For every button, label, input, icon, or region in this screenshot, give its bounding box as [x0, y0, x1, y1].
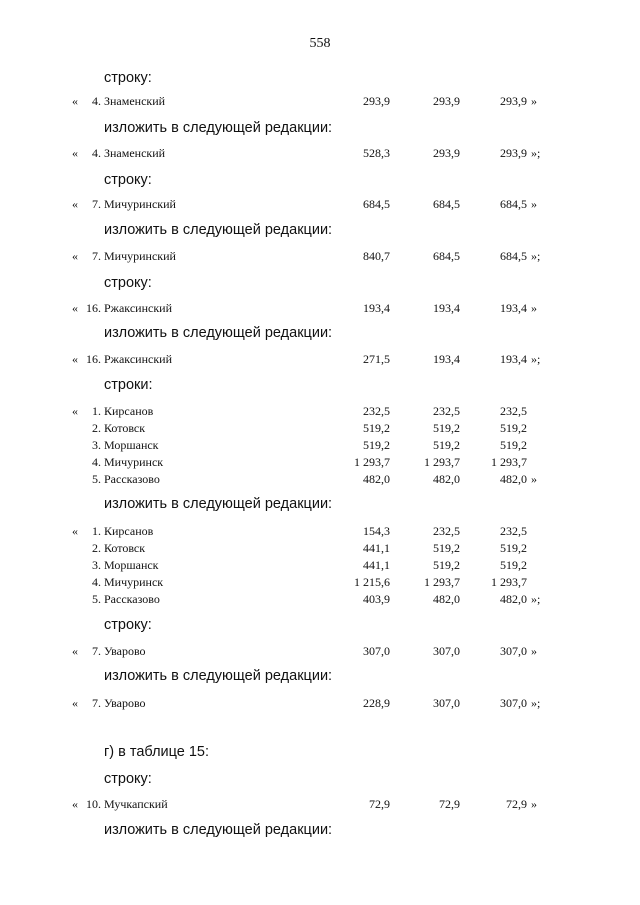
row-value-2: 684,5 — [433, 249, 460, 263]
close-quote: »; — [531, 146, 541, 160]
row-value-1: 193,4 — [363, 301, 390, 315]
row-value-3: 72,9 — [506, 797, 527, 811]
open-quote: « — [72, 146, 78, 160]
instruction-rows: строки: — [104, 377, 153, 393]
row-value-1: 307,0 — [363, 644, 390, 658]
close-quote: »; — [531, 249, 541, 263]
row-value-1: 441,1 — [363, 541, 390, 555]
close-quote: » — [531, 797, 537, 811]
row-value-3: 519,2 — [500, 541, 527, 555]
row-value-1: 72,9 — [369, 797, 390, 811]
row-name: 5. Рассказово — [92, 592, 160, 606]
row-value-1: 441,1 — [363, 558, 390, 572]
row-value-3: 1 293,7 — [491, 575, 527, 589]
open-quote: « — [72, 352, 78, 366]
close-quote: » — [531, 472, 537, 486]
close-quote: »; — [531, 352, 541, 366]
close-quote: »; — [531, 696, 541, 710]
row-value-2: 232,5 — [433, 404, 460, 418]
row-value-2: 307,0 — [433, 696, 460, 710]
open-quote: « — [72, 797, 78, 811]
row-value-2: 519,2 — [433, 438, 460, 452]
row-value-2: 307,0 — [433, 644, 460, 658]
open-quote: « — [72, 301, 78, 315]
row-value-2: 72,9 — [439, 797, 460, 811]
instruction-replace: изложить в следующей редакции: — [104, 668, 333, 684]
close-quote: » — [531, 197, 537, 211]
row-value-3: 519,2 — [500, 438, 527, 452]
row-value-1: 482,0 — [363, 472, 390, 486]
row-name: 7. Мичуринский — [92, 249, 176, 263]
row-name: 2. Котовск — [92, 421, 146, 435]
row-name: 1. Кирсанов — [92, 404, 154, 418]
open-quote: « — [72, 524, 78, 538]
row-value-1: 271,5 — [363, 352, 390, 366]
row-value-1: 840,7 — [363, 249, 390, 263]
row-value-2: 193,4 — [433, 301, 460, 315]
instruction-row: строку: — [104, 70, 152, 86]
row-value-3: 232,5 — [500, 404, 527, 418]
close-quote: » — [531, 301, 537, 315]
section-heading-table-15: г) в таблице 15: — [104, 744, 210, 760]
instruction-replace: изложить в следующей редакции: — [104, 222, 333, 238]
row-name: 2. Котовск — [92, 541, 146, 555]
row-value-3: 293,9 — [500, 94, 527, 108]
row-name: 10. Мучкапский — [86, 797, 168, 811]
open-quote: « — [72, 249, 78, 263]
instruction-row: строку: — [104, 771, 152, 787]
row-name: 1. Кирсанов — [92, 524, 154, 538]
close-quote: » — [531, 94, 537, 108]
open-quote: « — [72, 197, 78, 211]
row-value-2: 193,4 — [433, 352, 460, 366]
instruction-row: строку: — [104, 617, 152, 633]
row-value-3: 193,4 — [500, 301, 527, 315]
instruction-row: строку: — [104, 172, 152, 188]
page-number: 558 — [309, 36, 331, 51]
row-value-2: 482,0 — [433, 592, 460, 606]
instruction-replace: изложить в следующей редакции: — [104, 822, 333, 838]
row-value-1: 528,3 — [363, 146, 390, 160]
instruction-replace: изложить в следующей редакции: — [104, 120, 333, 136]
row-value-3: 307,0 — [500, 696, 527, 710]
row-value-3: 307,0 — [500, 644, 527, 658]
row-value-3: 1 293,7 — [491, 455, 527, 469]
row-name: 4. Мичуринск — [92, 455, 164, 469]
row-value-3: 519,2 — [500, 558, 527, 572]
row-value-2: 293,9 — [433, 94, 460, 108]
row-value-2: 519,2 — [433, 421, 460, 435]
open-quote: « — [72, 94, 78, 108]
row-value-3: 482,0 — [500, 472, 527, 486]
row-value-1: 1 293,7 — [354, 455, 390, 469]
row-value-1: 684,5 — [363, 197, 390, 211]
instruction-replace: изложить в следующей редакции: — [104, 325, 333, 341]
row-value-3: 193,4 — [500, 352, 527, 366]
row-value-1: 293,9 — [363, 94, 390, 108]
row-value-2: 1 293,7 — [424, 455, 460, 469]
row-name: 3. Моршанск — [92, 558, 159, 572]
row-value-2: 519,2 — [433, 558, 460, 572]
row-value-2: 482,0 — [433, 472, 460, 486]
close-quote: » — [531, 644, 537, 658]
row-name: 4. Мичуринск — [92, 575, 164, 589]
row-value-1: 519,2 — [363, 438, 390, 452]
instruction-row: строку: — [104, 275, 152, 291]
open-quote: « — [72, 644, 78, 658]
row-value-2: 293,9 — [433, 146, 460, 160]
row-name: 16. Ржаксинский — [86, 352, 172, 366]
row-value-2: 232,5 — [433, 524, 460, 538]
row-value-3: 293,9 — [500, 146, 527, 160]
row-value-2: 1 293,7 — [424, 575, 460, 589]
row-name: 4. Знаменский — [92, 146, 166, 160]
row-name: 7. Уварово — [92, 696, 146, 710]
row-value-3: 519,2 — [500, 421, 527, 435]
instruction-replace: изложить в следующей редакции: — [104, 496, 333, 512]
row-value-1: 154,3 — [363, 524, 390, 538]
row-value-3: 482,0 — [500, 592, 527, 606]
open-quote: « — [72, 404, 78, 418]
close-quote: »; — [531, 592, 541, 606]
row-value-3: 232,5 — [500, 524, 527, 538]
open-quote: « — [72, 696, 78, 710]
row-value-2: 684,5 — [433, 197, 460, 211]
row-value-1: 1 215,6 — [354, 575, 390, 589]
row-name: 3. Моршанск — [92, 438, 159, 452]
row-value-1: 232,5 — [363, 404, 390, 418]
row-value-2: 519,2 — [433, 541, 460, 555]
row-value-3: 684,5 — [500, 249, 527, 263]
row-name: 5. Рассказово — [92, 472, 160, 486]
row-value-1: 403,9 — [363, 592, 390, 606]
row-value-1: 228,9 — [363, 696, 390, 710]
row-name: 4. Знаменский — [92, 94, 166, 108]
row-value-1: 519,2 — [363, 421, 390, 435]
row-value-3: 684,5 — [500, 197, 527, 211]
row-name: 7. Уварово — [92, 644, 146, 658]
row-name: 16. Ржаксинский — [86, 301, 172, 315]
row-name: 7. Мичуринский — [92, 197, 176, 211]
